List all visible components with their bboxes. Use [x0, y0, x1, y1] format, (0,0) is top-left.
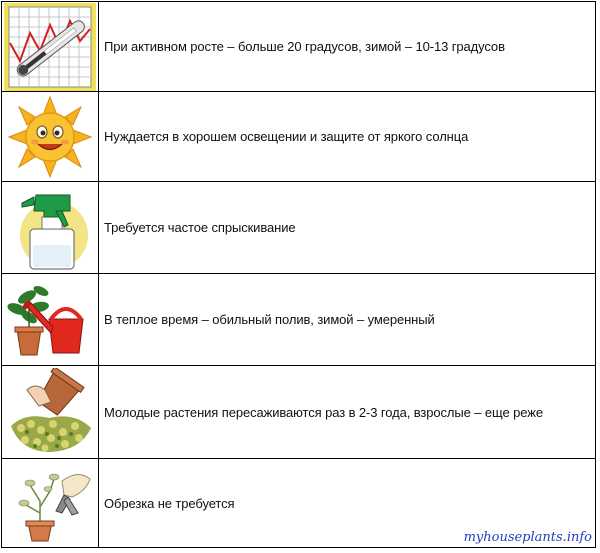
spray-bottle-icon	[6, 185, 94, 271]
icon-cell	[2, 182, 99, 274]
icon-cell	[2, 459, 99, 548]
icon-cell	[2, 2, 99, 92]
care-text-light: Нуждается в хорошем освещении и защите от яркого солнца	[99, 92, 596, 182]
thermometer-icon	[4, 3, 96, 91]
care-text-temperature: При активном росте – больше 20 градусов, зимой – 10-13 градусов	[99, 2, 596, 92]
care-text-pruning: Обрезка не требуется	[99, 459, 596, 548]
icon-cell	[2, 274, 99, 366]
table-row	[2, 92, 596, 182]
icon-cell	[2, 366, 99, 459]
table-row	[2, 274, 596, 366]
watermark: myhouseplants.info	[463, 530, 592, 545]
table-row	[2, 366, 596, 459]
sun-icon	[7, 95, 93, 179]
icon-cell	[2, 92, 99, 182]
care-text-watering: В теплое время – обильный полив, зимой – умеренный	[99, 274, 596, 366]
pruning-icon	[6, 461, 94, 545]
care-text-spraying: Требуется частое спрыскивание	[99, 182, 596, 274]
care-text-repotting: Молодые растения пересаживаются раз в 2-3 года, взрослые – еще реже	[99, 366, 596, 459]
watering-can-icon	[5, 277, 95, 363]
repotting-icon	[5, 368, 95, 456]
care-table	[1, 1, 596, 548]
table-row	[2, 2, 596, 92]
table-row	[2, 182, 596, 274]
